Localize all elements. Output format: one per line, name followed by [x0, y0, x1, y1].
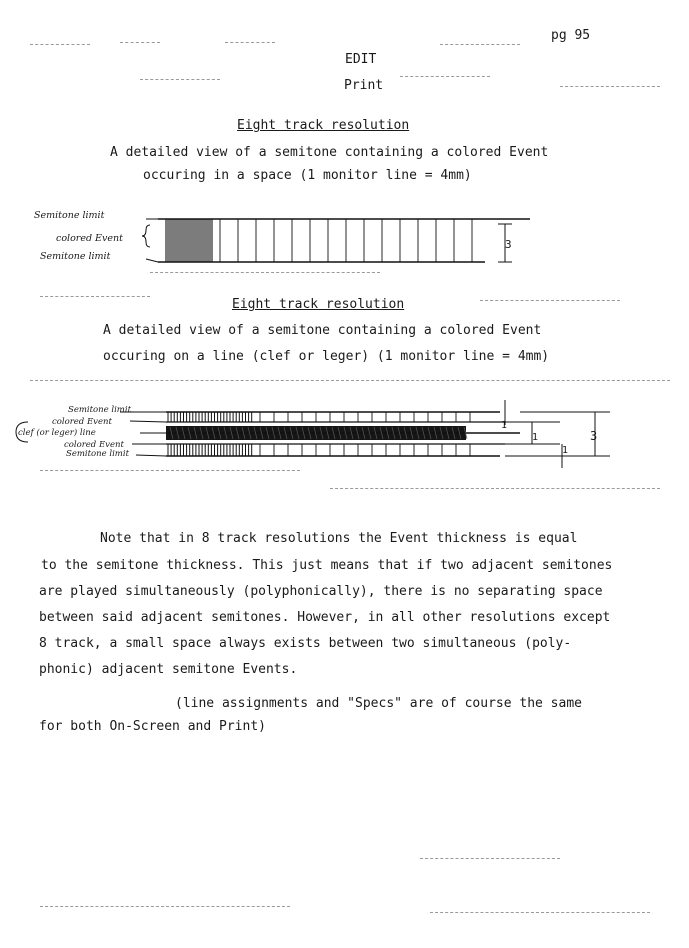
s1-label-semitone-limit-bottom: Semitone limit — [40, 251, 111, 262]
menu-print: Print — [344, 78, 384, 93]
s2-dimension-1b: 1 — [532, 432, 539, 443]
s2-label-arrow-2 — [130, 421, 166, 422]
note-line-2: to the semitone thickness. This just means that if two adjacent semitones — [41, 558, 613, 573]
s2-label-semitone-limit-bottom: Semitone limit — [66, 449, 130, 459]
page-number: pg 95 — [551, 28, 591, 43]
note-line-1: Note that in 8 track resolutions the Event thickness is equal — [100, 531, 578, 546]
note-line-5: 8 track, a small space always exists between two simultaneous (poly- — [39, 636, 572, 651]
s2-left-bracket — [16, 422, 28, 442]
s1-label-colored-event: colored Event — [56, 233, 123, 244]
s2-dimension-3: 3 — [590, 429, 598, 443]
s2-dimension-1a: 1 — [501, 420, 508, 431]
s1-label-arrow-bottom — [146, 259, 158, 262]
s2-label-clef-leger-line: clef (or leger) line — [18, 428, 96, 438]
s2-dimension-1c: 1 — [562, 445, 569, 456]
note-line-3: are played simultaneously (polyphonically), there is no separating space — [39, 584, 603, 599]
s1-dimension-label: 3 — [505, 238, 512, 251]
s1-label-semitone-limit-top: Semitone limit — [34, 210, 105, 221]
s1-brace — [142, 225, 150, 247]
s2-label-colored-event-top: colored Event — [52, 417, 112, 427]
note-line-6: phonic) adjacent semitone Events. — [39, 662, 298, 677]
s2-label-colored-event-bottom: colored Event — [64, 440, 124, 450]
section1-desc-line2: occuring in a space (1 monitor line = 4mm) — [143, 168, 472, 183]
section2-desc-line1: A detailed view of a semitone containing a colored Event — [103, 323, 542, 338]
s2-label-semitone-limit-top: Semitone limit — [68, 405, 132, 415]
diagram-2 — [16, 400, 610, 468]
section1-title: Eight track resolution — [237, 118, 410, 133]
section1-desc-line1: A detailed view of a semitone containing a colored Event — [110, 145, 549, 160]
note-aside-line-1: (line assignments and "Specs" are of course the same — [175, 696, 582, 711]
s2-label-arrow-5 — [136, 455, 166, 456]
section2-desc-line2: occuring on a line (clef or leger) (1 monitor line = 4mm) — [103, 349, 550, 364]
diagram-1 — [142, 219, 530, 262]
section2-title: Eight track resolution — [232, 297, 405, 312]
note-aside-line-2: for both On-Screen and Print) — [39, 719, 266, 734]
note-line-4: between said adjacent semitones. However, in all other resolutions except — [39, 610, 611, 625]
menu-edit: EDIT — [345, 52, 377, 67]
